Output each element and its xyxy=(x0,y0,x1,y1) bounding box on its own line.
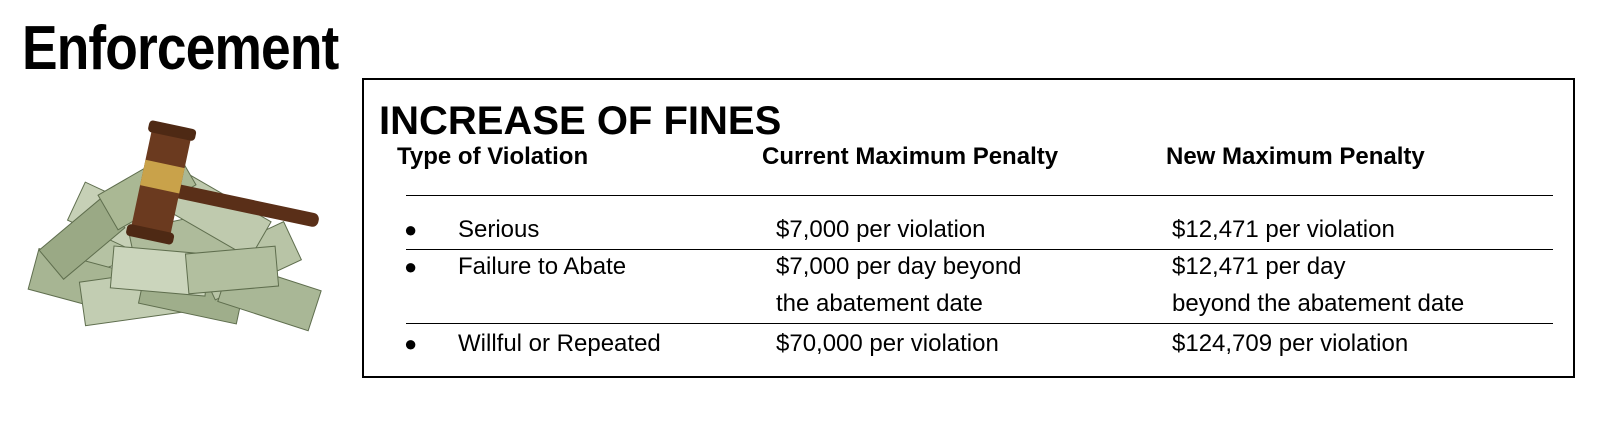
page-title: Enforcement xyxy=(22,14,339,83)
bullet-icon: ● xyxy=(404,254,418,279)
row-failure-to-abate-type: Failure to Abate xyxy=(458,253,627,280)
row-willful-type: Willful or Repeated xyxy=(458,330,661,357)
row-divider xyxy=(406,323,1553,324)
header-divider xyxy=(406,195,1553,196)
row-failure-to-abate-current-line1: $7,000 per day beyond xyxy=(776,253,1022,280)
row-willful-current: $70,000 per violation xyxy=(776,330,999,357)
gavel-on-money-icon xyxy=(22,110,334,346)
bullet-icon: ● xyxy=(404,217,418,242)
row-failure-to-abate-current-line2: the abatement date xyxy=(776,290,983,317)
header-current-maximum-penalty: Current Maximum Penalty xyxy=(762,143,1059,170)
row-willful-new: $124,709 per violation xyxy=(1172,330,1409,357)
bullet-icon: ● xyxy=(404,331,418,356)
row-failure-to-abate-new-line2: beyond the abatement date xyxy=(1172,290,1465,317)
row-serious-current: $7,000 per violation xyxy=(776,216,986,243)
row-serious-type: Serious xyxy=(458,216,540,243)
row-serious-new: $12,471 per violation xyxy=(1172,216,1395,243)
header-type-of-violation: Type of Violation xyxy=(397,143,589,170)
fines-table-panel xyxy=(362,78,1575,378)
row-failure-to-abate-new-line1: $12,471 per day xyxy=(1172,253,1346,280)
panel-title: INCREASE OF FINES xyxy=(379,99,782,143)
header-new-maximum-penalty: New Maximum Penalty xyxy=(1166,143,1425,170)
